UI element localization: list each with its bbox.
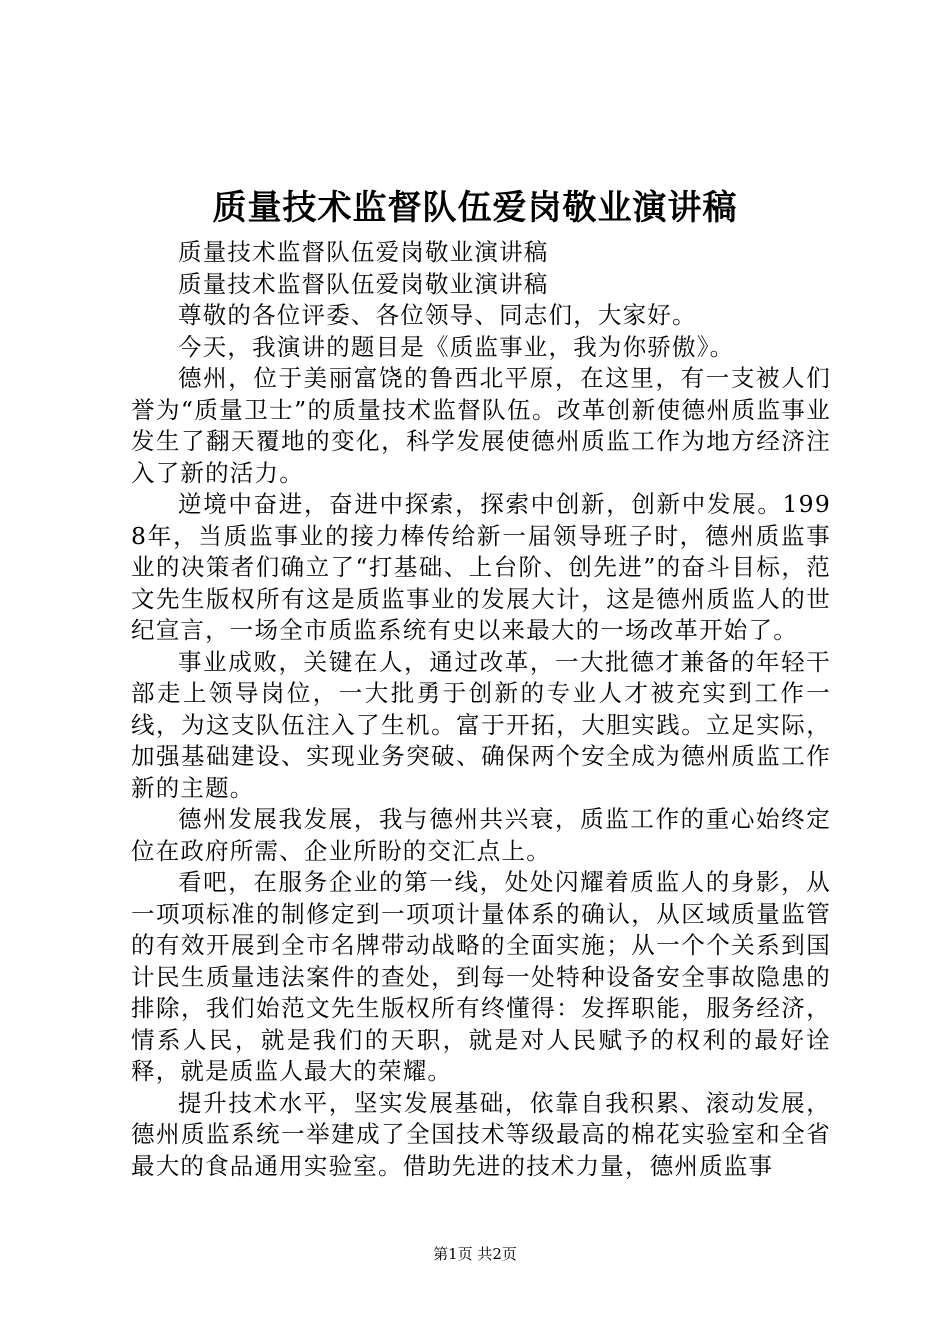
paragraph: 德州，位于美丽富饶的鲁西北平原，在这里，有一支被人们誉为“质量卫士”的质量技术监督队伍。改革创新使德州质监事业发生了翻天覆地的变化，科学发展使德州质监工作为地方经济注入了新的活力。 xyxy=(131,364,831,487)
paragraph: 提升技术水平，坚实发展基础，依靠自我积累、滚动发展，德州质监系统一举建成了全国技术等级最高的棉花实验室和全省最大的食品通用实验室。借助先进的技术力量，德州质监事 xyxy=(131,1088,831,1180)
document-body xyxy=(131,237,831,1182)
paragraph: 质量技术监督队伍爱岗敬业演讲稿 xyxy=(178,269,549,298)
paragraph: 德州发展我发展，我与德州共兴衰，质监工作的重心始终定位在政府所需、企业所盼的交汇点上。 xyxy=(131,805,831,865)
document-title: 质量技术监督队伍爱岗敬业演讲稿 xyxy=(212,188,738,228)
page-footer: 第1页 共2页 xyxy=(433,1245,517,1263)
paragraph: 尊敬的各位评委、各位领导、同志们，大家好。 xyxy=(178,301,697,329)
paragraph: 今天，我演讲的题目是《质监事业，我为你骄傲》。 xyxy=(178,332,735,361)
paragraph: 质量技术监督队伍爱岗敬业演讲稿 xyxy=(178,238,549,266)
paragraph: 看吧，在服务企业的第一线，处处闪耀着质监人的身影，从一项项标准的制修定到一项项计量体系的确认，从区域质量监管的有效开展到全市名牌带动战略的全面实施；从一个个关系到国计民生质量违法案件的查处，到每一处特种设备安全事故隐患的排除，我们始范文先生版权所有终懂得：发挥职能，服务经济，情系人民，就是我们的天职，就是对人民赋予的权利的最好诠释，就是质监人最大的荣耀。 xyxy=(131,868,831,1085)
paragraph: 事业成败，关键在人，通过改革，一大批德才兼备的年轻干部走上领导岗位，一大批勇于创新的专业人才被充实到工作一线，为这支队伍注入了生机。富于开拓，大胆实践。立足实际，加强基础建设、实现业务突破、确保两个安全成为德州质监工作新的主题。 xyxy=(131,647,831,802)
paragraph: 逆境中奋进，奋进中探索，探索中创新，创新中发展。1998年，当质监事业的接力棒传给新一届领导班子时，德州质监事业的决策者们确立了“打基础、上台阶、创先进”的奋斗目标，范文先生版权所有这是质监事业的发展大计，这是德州质监人的世纪宣言，一场全市质监系统有史以来最大的一场改革开始了。 xyxy=(131,490,831,644)
